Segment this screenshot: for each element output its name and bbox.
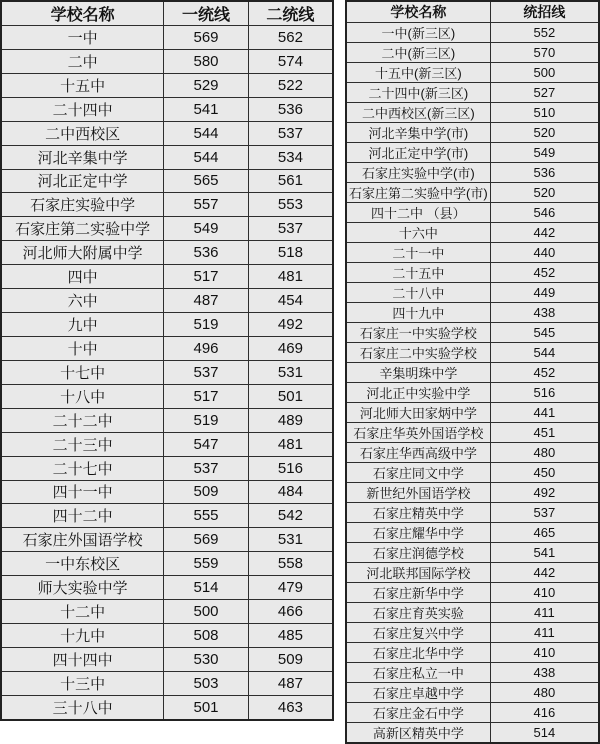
score-cell: 544: [164, 145, 249, 169]
school-name-cell: 石家庄第二实验中学: [1, 217, 164, 241]
school-name-cell: 石家庄一中实验学校: [346, 323, 490, 343]
school-name-cell: 二中: [1, 49, 164, 73]
score-cell: 537: [490, 503, 599, 523]
score-cell: 450: [490, 463, 599, 483]
table-row: [1, 600, 333, 624]
school-name-cell: 二十四中(新三区): [346, 83, 490, 103]
table-row: [1, 480, 333, 504]
table-row: [346, 423, 599, 443]
school-name-cell: 十六中: [346, 223, 490, 243]
school-name-cell: 三十八中: [1, 695, 164, 720]
header-first-line: 一统线: [164, 1, 249, 26]
school-name-cell: 石家庄第二实验中学(市): [346, 183, 490, 203]
table-row: [346, 143, 599, 163]
table-row: [1, 49, 333, 73]
score-cell: 555: [164, 504, 249, 528]
table-row: [346, 623, 599, 643]
score-cell: 531: [248, 528, 333, 552]
score-cell: 534: [248, 145, 333, 169]
school-name-cell: 石家庄卓越中学: [346, 683, 490, 703]
school-name-cell: 师大实验中学: [1, 576, 164, 600]
score-cell: 451: [490, 423, 599, 443]
school-name-cell: 十七中: [1, 360, 164, 384]
school-name-cell: 河北正定中学: [1, 169, 164, 193]
score-cell: 452: [490, 263, 599, 283]
school-name-cell: 石家庄北华中学: [346, 643, 490, 663]
score-cell: 530: [164, 647, 249, 671]
score-cell: 442: [490, 563, 599, 583]
score-cell: 536: [490, 163, 599, 183]
school-name-cell: 四十四中: [1, 647, 164, 671]
table-row: [346, 183, 599, 203]
school-name-cell: 石家庄实验中学(市): [346, 163, 490, 183]
score-cell: 536: [164, 241, 249, 265]
school-name-cell: 石家庄华西高级中学: [346, 443, 490, 463]
header-school-name: 学校名称: [346, 1, 490, 23]
score-cell: 546: [490, 203, 599, 223]
score-cell: 410: [490, 643, 599, 663]
table-row: [1, 528, 333, 552]
score-cell: 541: [490, 543, 599, 563]
school-name-cell: 石家庄二中实验学校: [346, 343, 490, 363]
school-name-cell: 石家庄华英外国语学校: [346, 423, 490, 443]
header-school-name: 学校名称: [1, 1, 164, 26]
score-cell: 516: [490, 383, 599, 403]
table-row: [1, 217, 333, 241]
school-name-cell: 九中: [1, 313, 164, 337]
school-name-cell: 辛集明珠中学: [346, 363, 490, 383]
school-name-cell: 二中(新三区): [346, 43, 490, 63]
table-row: [1, 695, 333, 720]
table-row: [346, 23, 599, 43]
table-row: [1, 624, 333, 648]
school-name-cell: 二十七中: [1, 456, 164, 480]
school-name-cell: 河北联邦国际学校: [346, 563, 490, 583]
score-cell: 481: [248, 265, 333, 289]
score-cell: 509: [164, 480, 249, 504]
score-cell: 517: [164, 384, 249, 408]
school-name-cell: 河北正中实验中学: [346, 383, 490, 403]
score-cell: 484: [248, 480, 333, 504]
score-cell: 537: [164, 456, 249, 480]
score-cell: 509: [248, 647, 333, 671]
table-row: [346, 83, 599, 103]
score-cell: 441: [490, 403, 599, 423]
score-cell: 527: [490, 83, 599, 103]
score-cell: 410: [490, 583, 599, 603]
table-row: [1, 647, 333, 671]
score-cell: 452: [490, 363, 599, 383]
score-cell: 522: [248, 73, 333, 97]
school-name-cell: 石家庄新华中学: [346, 583, 490, 603]
table-row: [346, 283, 599, 303]
score-cell: 489: [248, 408, 333, 432]
score-cell: 557: [164, 193, 249, 217]
score-cell: 520: [490, 123, 599, 143]
table-row: [346, 403, 599, 423]
school-name-cell: 十五中(新三区): [346, 63, 490, 83]
school-name-cell: 十五中: [1, 73, 164, 97]
score-cell: 519: [164, 313, 249, 337]
table-row: [346, 703, 599, 723]
table-row: [346, 563, 599, 583]
table-row: [346, 263, 599, 283]
table-row: [346, 223, 599, 243]
table-row: [1, 289, 333, 313]
school-name-cell: 二十八中: [346, 283, 490, 303]
table-row: [346, 443, 599, 463]
school-name-cell: 四十一中: [1, 480, 164, 504]
table-row: [1, 504, 333, 528]
score-cell: 487: [164, 289, 249, 313]
score-cell: 466: [248, 600, 333, 624]
score-cell: 537: [164, 360, 249, 384]
school-name-cell: 十三中: [1, 671, 164, 695]
school-name-cell: 二十三中: [1, 432, 164, 456]
score-cell: 514: [490, 723, 599, 744]
school-name-cell: 石家庄实验中学: [1, 193, 164, 217]
score-cell: 508: [164, 624, 249, 648]
table-row: [346, 503, 599, 523]
school-name-cell: 石家庄同文中学: [346, 463, 490, 483]
table-row: [346, 683, 599, 703]
school-name-cell: 石家庄外国语学校: [1, 528, 164, 552]
score-cell: 469: [248, 336, 333, 360]
table-row: [1, 73, 333, 97]
table-row: [346, 103, 599, 123]
score-cell: 547: [164, 432, 249, 456]
score-cell: 501: [248, 384, 333, 408]
school-name-cell: 河北辛集中学(市): [346, 123, 490, 143]
school-name-cell: 河北辛集中学: [1, 145, 164, 169]
school-name-cell: 新世纪外国语学校: [346, 483, 490, 503]
score-cell: 517: [164, 265, 249, 289]
school-name-cell: 河北师大田家炳中学: [346, 403, 490, 423]
table-row: [1, 552, 333, 576]
table-row: [1, 456, 333, 480]
score-cell: 510: [490, 103, 599, 123]
school-name-cell: 石家庄复兴中学: [346, 623, 490, 643]
school-name-cell: 石家庄精英中学: [346, 503, 490, 523]
table-row: [1, 169, 333, 193]
score-cell: 529: [164, 73, 249, 97]
right-score-table: [345, 0, 600, 744]
score-cell: 549: [164, 217, 249, 241]
school-name-cell: 高新区精英中学: [346, 723, 490, 744]
score-cell: 519: [164, 408, 249, 432]
score-cell: 411: [490, 603, 599, 623]
score-cell: 465: [490, 523, 599, 543]
school-name-cell: 一中(新三区): [346, 23, 490, 43]
school-name-cell: 二十五中: [346, 263, 490, 283]
score-cell: 492: [248, 313, 333, 337]
table-row: [1, 97, 333, 121]
score-cell: 520: [490, 183, 599, 203]
header-unified-recruit-line: 统招线: [490, 1, 599, 23]
table-row: [346, 543, 599, 563]
school-name-cell: 十中: [1, 336, 164, 360]
table-row: [1, 145, 333, 169]
score-cell: 549: [490, 143, 599, 163]
school-name-cell: 四十二中: [1, 504, 164, 528]
score-cell: 561: [248, 169, 333, 193]
table-row: [346, 583, 599, 603]
score-cell: 553: [248, 193, 333, 217]
score-cell: 531: [248, 360, 333, 384]
table-row: [1, 26, 333, 50]
school-name-cell: 二中西校区: [1, 121, 164, 145]
table-row: [1, 576, 333, 600]
school-name-cell: 一中: [1, 26, 164, 50]
score-cell: 514: [164, 576, 249, 600]
table-row: [346, 63, 599, 83]
school-name-cell: 一中东校区: [1, 552, 164, 576]
table-row: [346, 243, 599, 263]
score-cell: 492: [490, 483, 599, 503]
school-name-cell: 二十二中: [1, 408, 164, 432]
score-cell: 438: [490, 303, 599, 323]
score-cell: 500: [490, 63, 599, 83]
score-cell: 481: [248, 432, 333, 456]
score-cell: 537: [248, 217, 333, 241]
score-cell: 559: [164, 552, 249, 576]
score-cell: 518: [248, 241, 333, 265]
school-name-cell: 十二中: [1, 600, 164, 624]
score-cell: 536: [248, 97, 333, 121]
school-name-cell: 四十九中: [346, 303, 490, 323]
table-row: [346, 43, 599, 63]
table-row: [1, 671, 333, 695]
table-row: [346, 303, 599, 323]
score-cell: 537: [248, 121, 333, 145]
score-cell: 449: [490, 283, 599, 303]
score-cell: 516: [248, 456, 333, 480]
score-cell: 542: [248, 504, 333, 528]
table-row: [346, 463, 599, 483]
score-cell: 569: [164, 528, 249, 552]
table-row: [346, 323, 599, 343]
school-name-cell: 河北正定中学(市): [346, 143, 490, 163]
table-row: [1, 336, 333, 360]
score-cell: 545: [490, 323, 599, 343]
score-cell: 544: [490, 343, 599, 363]
score-cell: 565: [164, 169, 249, 193]
table-row: [346, 383, 599, 403]
school-name-cell: 二十四中: [1, 97, 164, 121]
table-row: [346, 523, 599, 543]
school-name-cell: 石家庄私立一中: [346, 663, 490, 683]
school-name-cell: 四中: [1, 265, 164, 289]
score-cell: 479: [248, 576, 333, 600]
score-cell: 500: [164, 600, 249, 624]
table-row: [346, 363, 599, 383]
score-cell: 485: [248, 624, 333, 648]
table-row: [1, 193, 333, 217]
score-cell: 496: [164, 336, 249, 360]
score-cell: 501: [164, 695, 249, 720]
score-cell: 480: [490, 443, 599, 463]
score-cell: 541: [164, 97, 249, 121]
score-cell: 463: [248, 695, 333, 720]
header-second-line: 二统线: [248, 1, 333, 26]
school-name-cell: 二中西校区(新三区): [346, 103, 490, 123]
score-cell: 480: [490, 683, 599, 703]
table-row: [1, 432, 333, 456]
table-row: [346, 663, 599, 683]
school-name-cell: 六中: [1, 289, 164, 313]
table-row: [1, 384, 333, 408]
score-cell: 580: [164, 49, 249, 73]
table-row: [346, 603, 599, 623]
table-row: [346, 163, 599, 183]
school-name-cell: 十八中: [1, 384, 164, 408]
school-name-cell: 河北师大附属中学: [1, 241, 164, 265]
table-row: [346, 483, 599, 503]
school-name-cell: 十九中: [1, 624, 164, 648]
score-cell: 569: [164, 26, 249, 50]
score-cell: 570: [490, 43, 599, 63]
table-row: [1, 121, 333, 145]
score-cell: 454: [248, 289, 333, 313]
score-cell: 552: [490, 23, 599, 43]
school-name-cell: 石家庄耀华中学: [346, 523, 490, 543]
table-row: [346, 203, 599, 223]
table-row: [1, 241, 333, 265]
score-cell: 503: [164, 671, 249, 695]
school-name-cell: 石家庄育英实验: [346, 603, 490, 623]
score-cell: 574: [248, 49, 333, 73]
score-cell: 442: [490, 223, 599, 243]
score-cell: 562: [248, 26, 333, 50]
score-cell: 411: [490, 623, 599, 643]
table-row: [346, 343, 599, 363]
score-cell: 416: [490, 703, 599, 723]
score-cell: 440: [490, 243, 599, 263]
score-cell: 438: [490, 663, 599, 683]
table-row: [346, 123, 599, 143]
school-name-cell: 四十二中 （县）: [346, 203, 490, 223]
table-row: [346, 723, 599, 744]
school-name-cell: 二十一中: [346, 243, 490, 263]
school-name-cell: 石家庄金石中学: [346, 703, 490, 723]
table-row: [346, 643, 599, 663]
table-row: [1, 408, 333, 432]
score-cell: 558: [248, 552, 333, 576]
table-row: [1, 360, 333, 384]
table-header-row: [1, 1, 333, 26]
school-name-cell: 石家庄润德学校: [346, 543, 490, 563]
score-cell: 487: [248, 671, 333, 695]
score-cell: 544: [164, 121, 249, 145]
table-row: [1, 265, 333, 289]
table-row: [1, 313, 333, 337]
table-header-row: [346, 1, 599, 23]
